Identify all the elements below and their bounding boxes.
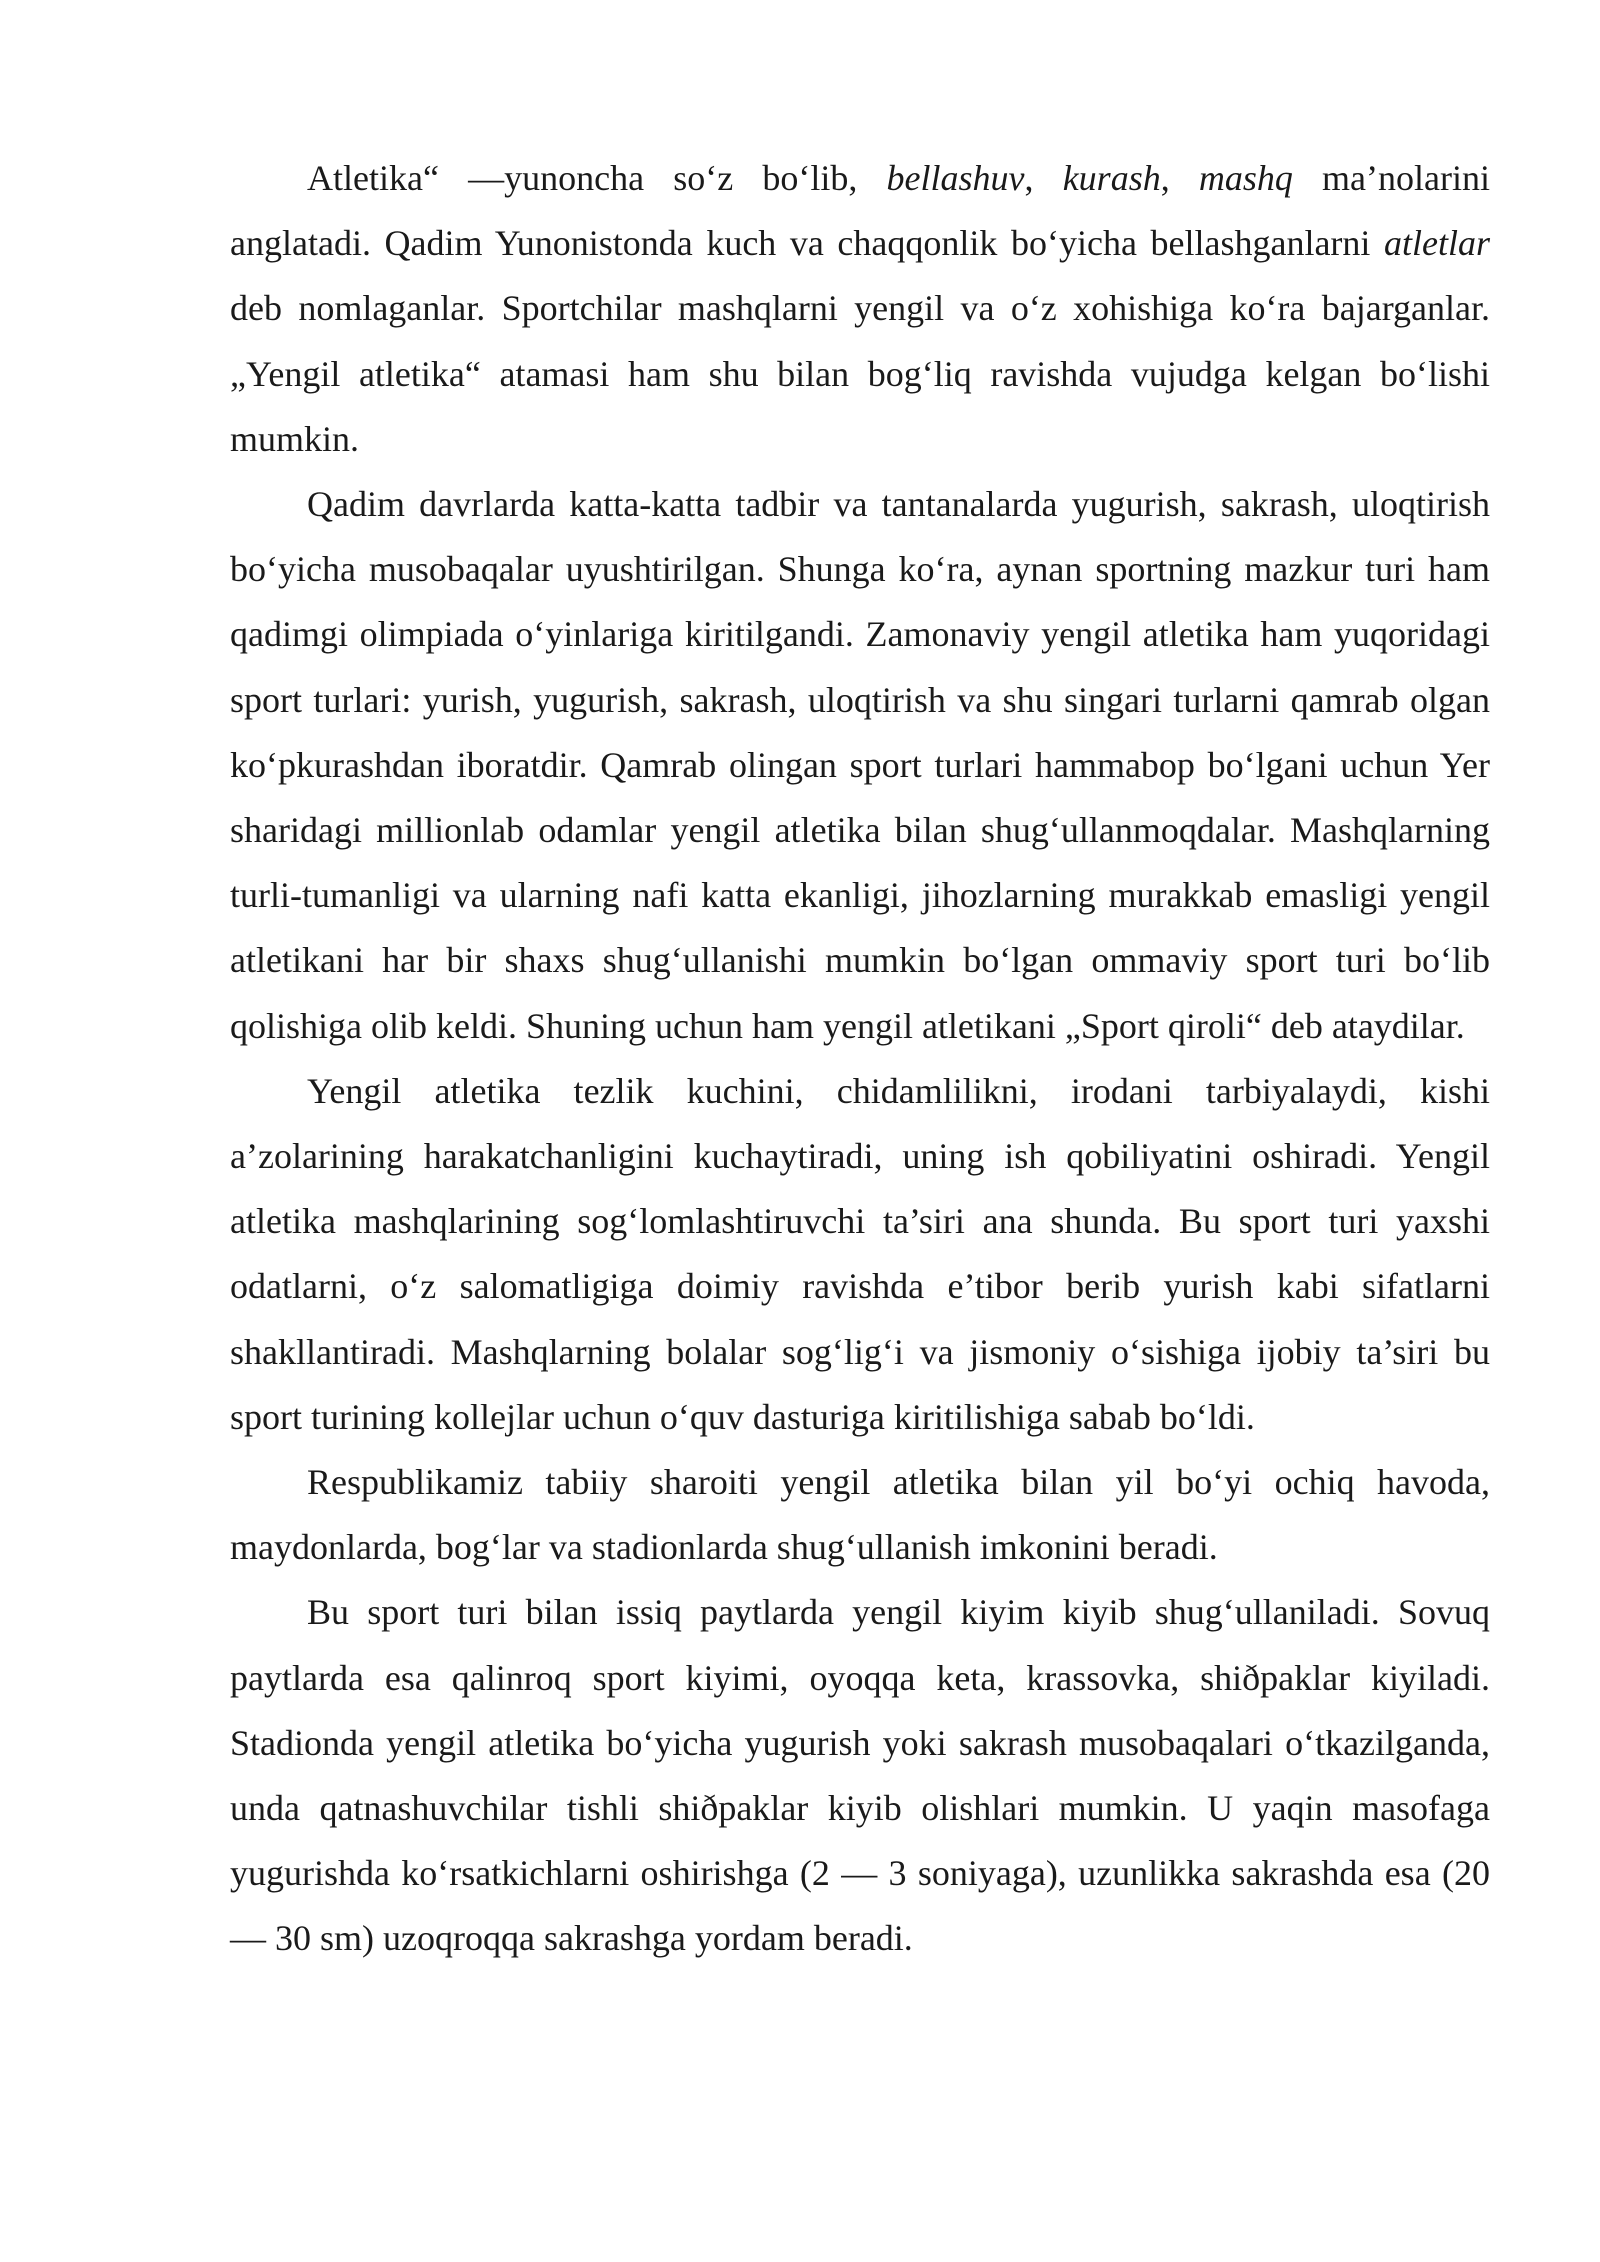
italic-term: bellashuv	[886, 158, 1025, 198]
paragraph	[230, 1059, 1490, 1450]
text-run: ,	[1024, 158, 1063, 198]
paragraph	[230, 1450, 1490, 1580]
body-text	[230, 146, 1490, 1972]
text-run: Respublikamiz tabiiy sharoiti yengil atletika bilan yil bo‘yi ochiq havoda, maydonlarda, bog‘lar va stadionlarda shug‘ullanish imkonini beradi.	[230, 1462, 1490, 1568]
paragraph	[230, 472, 1490, 1059]
text-run: ma’nolarini anglatadi. Qadim Yunonistonda kuch va chaqqonlik bo‘yicha bellashganlarni	[230, 158, 1490, 264]
text-run: Bu sport turi bilan issiq paytlarda yengil kiyim kiyib shug‘ullaniladi. Sovuq paytlarda esa qalinroq sport kiyimi, oyoqqa keta, krassovka, shiðpaklar kiyiladi. Stadionda yengil atletika bo‘yicha yugurish yoki sakrash musobaqalari o‘tkazilganda, unda qatnashuvchilar tishli shiðpaklar kiyib olishlari mumkin. U yaqin masofaga yugurishda ko‘rsatkichlarni oshirishga (2 — 3 soniyaga), uzunlikka sakrashda esa (20 — 30 sm) uzoqroqqa sakrashga yordam beradi.	[230, 1592, 1490, 1959]
text-run: ,	[1160, 158, 1199, 198]
text-run: Atletika“ —yunoncha so‘z bo‘lib,	[307, 158, 887, 198]
italic-term: mashq	[1198, 158, 1293, 198]
paragraph	[230, 1580, 1490, 1971]
text-run: Qadim davrlarda katta-katta tadbir va tantanalarda yugurish, sakrash, uloqtirish bo‘yicha musobaqalar uyushtirilgan. Shunga ko‘ra, aynan sportning mazkur turi ham qadimgi olimpiada o‘yinlariga kiritilgandi. Zamonaviy yengil atletika ham yuqoridagi sport turlari: yurish, yugurish, sakrash, uloqtirish va shu singari turlarni qamrab olgan ko‘pkurashdan iboratdir. Qamrab olingan sport turlari hammabop bo‘lgani uchun Yer sharidagi millionlab odamlar yengil atletika bilan shug‘ullanmoqdalar. Mashqlarning turli-tumanligi va ularning nafi katta ekanligi, jihozlarning murakkab emasligi yengil atletikani har bir shaxs shug‘ullanishi mumkin bo‘lgan ommaviy sport turi bo‘lib qolishiga olib keldi. Shuning uchun ham yengil atletikani „Sport qiroli“ deb ataydilar.	[230, 484, 1490, 1046]
paragraph	[230, 146, 1490, 472]
text-run: deb nomlaganlar. Sportchilar mashqlarni yengil va o‘z xohishiga ko‘ra bajarganlar. „Yengil atletika“ atamasi ham shu bilan bog‘liq ravishda vujudga kelgan bo‘lishi mumkin.	[230, 288, 1490, 459]
text-run: Yengil atletika tezlik kuchini, chidamlilikni, irodani tarbiyalaydi, kishi a’zolarining harakatchanligini kuchaytiradi, uning ish qobiliyatini oshiradi. Yengil atletika mashqlarining sog‘lomlashtiruvchi ta’siri ana shunda. Bu sport turi yaxshi odatlarni, o‘z salomatligiga doimiy ravishda e’tibor berib yurish kabi sifatlarni shakllantiradi. Mashqlarning bolalar sog‘lig‘i va jismoniy o‘sishiga ijobiy ta’siri bu sport turining kollejlar uchun o‘quv dasturiga kiritilishiga sabab bo‘ldi.	[230, 1070, 1490, 1437]
italic-term: kurash	[1062, 158, 1161, 198]
italic-term: atletlar	[1384, 223, 1490, 264]
